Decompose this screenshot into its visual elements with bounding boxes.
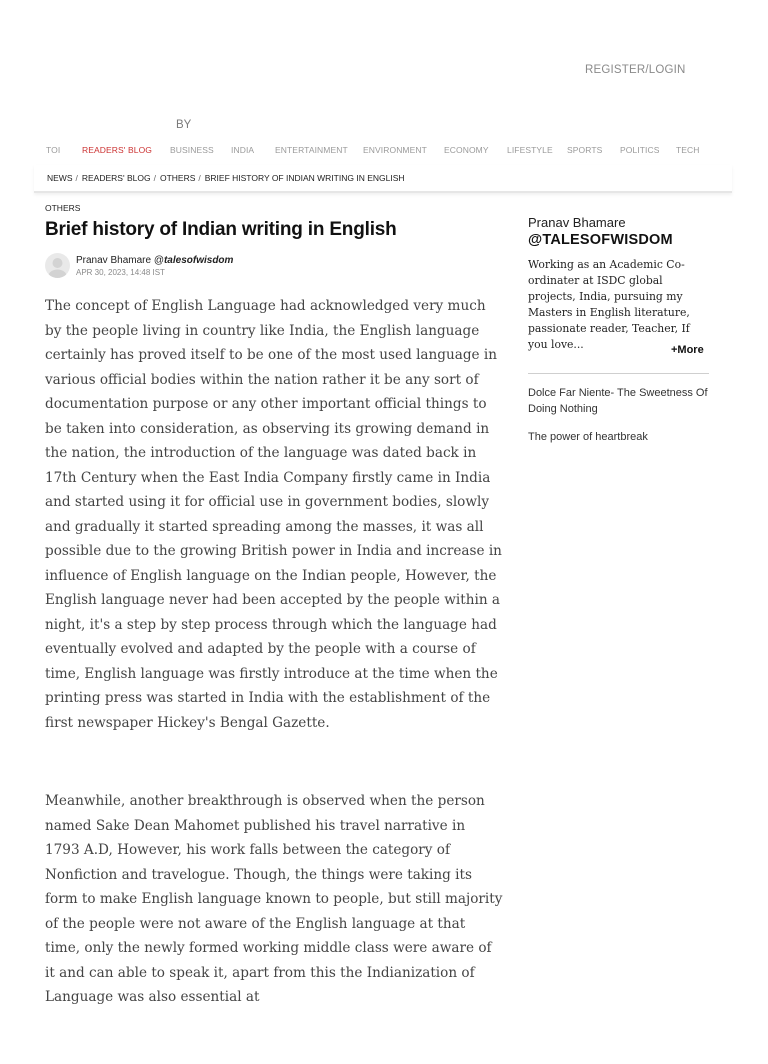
user-silhouette-icon: [45, 253, 70, 278]
nav-item-sports[interactable]: SPORTS: [567, 145, 603, 155]
article-category[interactable]: OTHERS: [45, 203, 81, 213]
nav-item-tech[interactable]: TECH: [676, 145, 700, 155]
nav-item-india[interactable]: INDIA: [231, 145, 255, 155]
breadcrumb: NEWS / READERS' BLOG / OTHERS / BRIEF HISTORY OF INDIAN WRITING IN ENGLISH: [47, 173, 405, 183]
article-paragraph: Meanwhile, another breakthrough is observed when the person named Sake Dean Mahomet published his travel narrative in 1793 A.D, However, his work falls between the category of Nonfiction and travelogue. Though, the things were taking its form to make English language known to people, but still majority of the people were not aware of the English language at that time, only the newly formed working middle class were aware of it and can able to speak it, apart from this the Indianization of Language was also essential at: [45, 793, 503, 1005]
author-name[interactable]: Pranav Bhamare @: [76, 255, 164, 266]
breadcrumb-others[interactable]: OTHERS: [159, 173, 196, 183]
sidebar-author-handle[interactable]: @TALESOFWISDOM: [528, 232, 673, 248]
article-body: [45, 294, 503, 1064]
breadcrumb-readers-blog[interactable]: READERS' BLOG: [81, 173, 151, 183]
sidebar-divider: [528, 373, 709, 374]
article-paragraph: The concept of English Language had acknowledged very much by the people living in country like India, the English language certainly has proved itself to be one of the most used language in various official bodies within the nation rather it be any sort of documentation purpose or any other important official things to be taken into consideration, as observing its growing demand in the nation, the introduction of the language was dated back in 17th Century when the East India Company firstly came in India and started using it for official use in government bodies, slowly and gradually it started spreading among the masses, it was all possible due to the growing British power in India and increase in influence of English language on the Indian people, However, the English language never had been accepted by the people within a night, it's a step by step process through which the language had eventually evolved and adapted by the people with a course of time, English language was firstly introduce at the time when the printing press was started in India with the establishment of the first newspaper Hickey's Bengal Gazette.: [45, 298, 502, 731]
sidebar-author-bio: Working as an Academic Co-ordinater at ISDC global projects, India, pursuing my Masters in English literature, passionate reader, Teacher, If you love...: [528, 258, 690, 351]
nav-item-entertainment[interactable]: ENTERTAINMENT: [275, 145, 348, 155]
more-button[interactable]: +More: [671, 344, 704, 356]
nav-item-business[interactable]: BUSINESS: [170, 145, 214, 155]
nav-item-toi[interactable]: TOI: [46, 145, 61, 155]
nav-item-lifestyle[interactable]: LIFESTYLE: [507, 145, 553, 155]
author-byline[interactable]: [76, 255, 233, 266]
article-title: Brief history of Indian writing in English: [45, 219, 397, 240]
nav-item-politics[interactable]: POLITICS: [620, 145, 660, 155]
author-avatar[interactable]: [45, 253, 70, 278]
author-handle[interactable]: talesofwisdom: [163, 255, 234, 266]
publish-date: APR 30, 2023, 14:48 IST: [76, 268, 165, 277]
register-login-link[interactable]: REGISTER/LOGIN: [585, 64, 686, 76]
nav-item-readers-blog[interactable]: READERS' BLOG: [82, 145, 152, 155]
breadcrumb-news[interactable]: NEWS: [47, 173, 73, 183]
byline-label: BY: [176, 119, 192, 131]
sidebar-author-name[interactable]: Pranav Bhamare: [528, 215, 626, 230]
nav-item-environment[interactable]: ENVIRONMENT: [363, 145, 427, 155]
sidebar-related-link[interactable]: Dolce Far Niente- The Sweetness Of Doing Nothing: [528, 387, 708, 415]
nav-item-economy[interactable]: ECONOMY: [444, 145, 489, 155]
sidebar-related-link[interactable]: The power of heartbreak: [528, 431, 648, 443]
breadcrumb-current: BRIEF HISTORY OF INDIAN WRITING IN ENGLISH: [204, 173, 405, 183]
